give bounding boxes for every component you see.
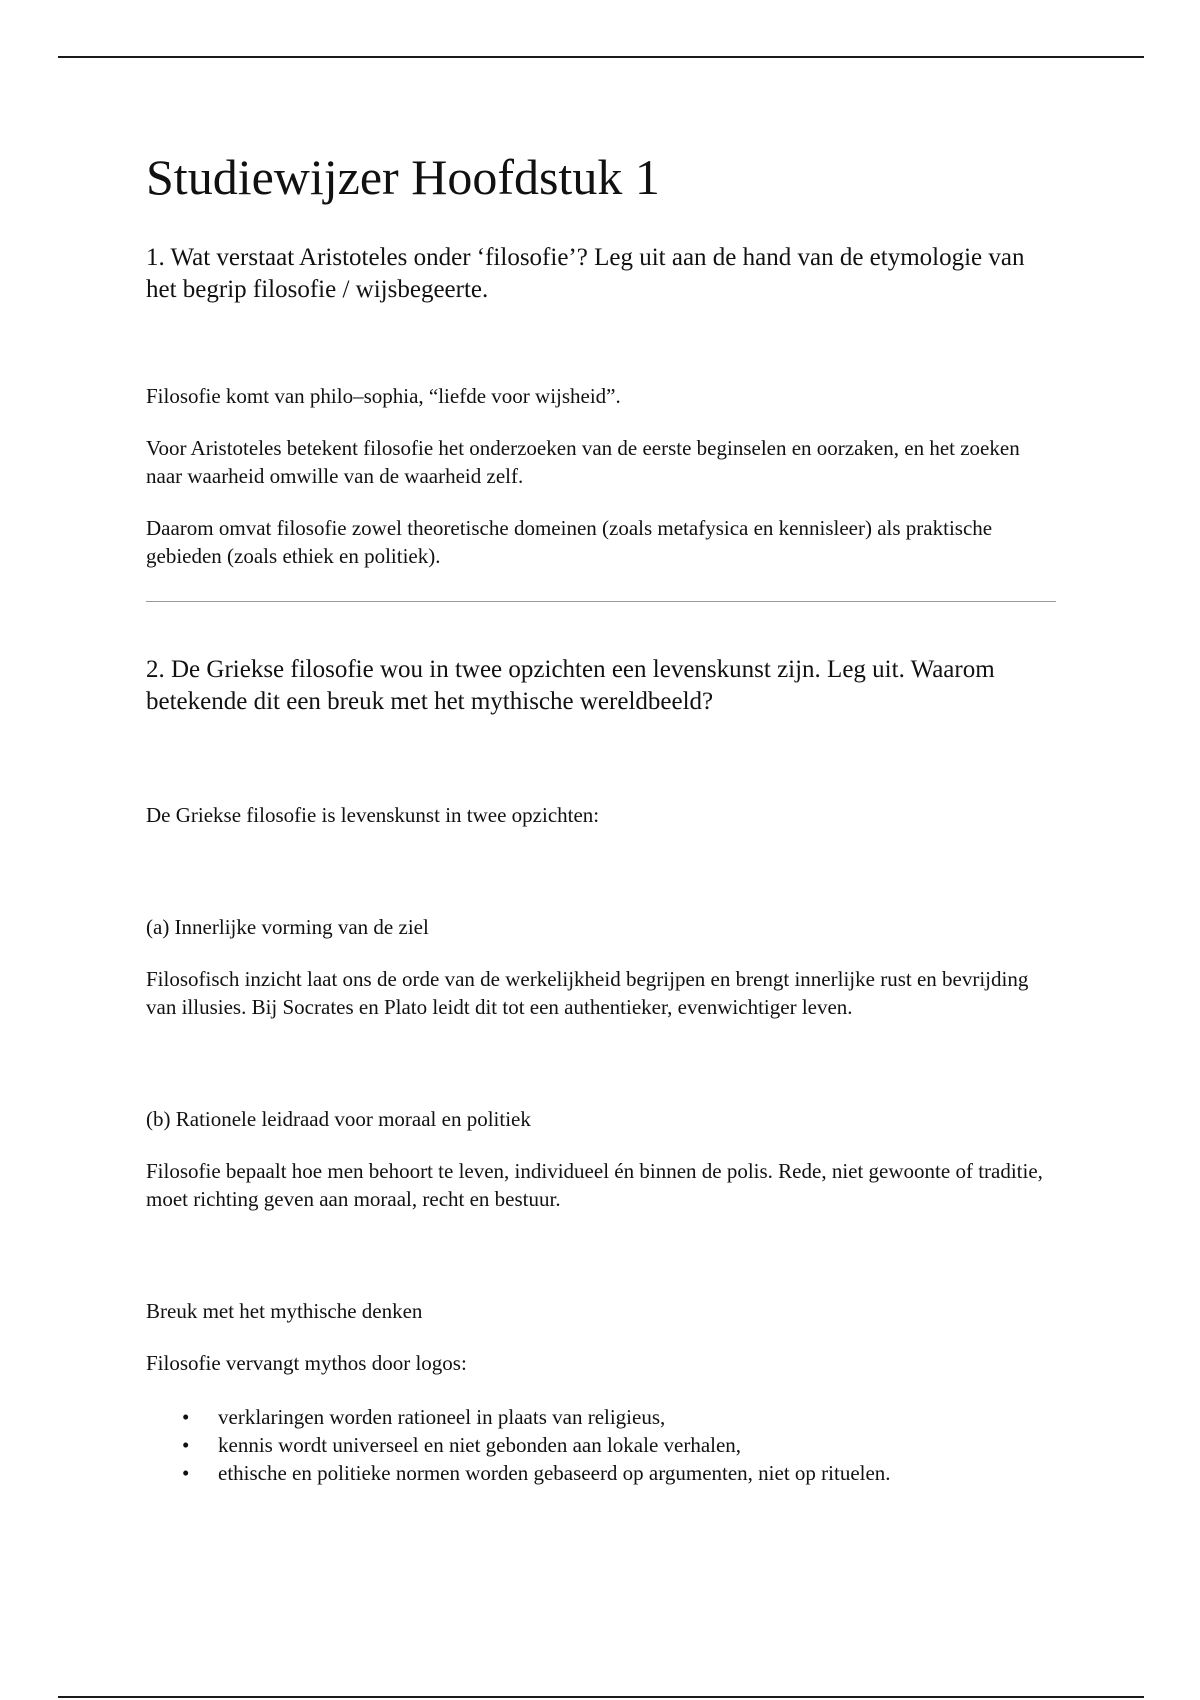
answer-2-text-a: Filosofisch inzicht laat ons de orde van de werkelijkheid begrijpen en brengt innerlijke rust en bevrijding van illusies. Bij Socrates en Plato leidt dit tot een authentieker, evenwichtiger leven.	[146, 967, 1029, 1019]
section-divider	[146, 601, 1056, 602]
answer-2-intro: De Griekse filosofie is levenskunst in twee opzichten:	[146, 803, 600, 827]
bullet-icon: •	[182, 1405, 190, 1429]
answer-2-break-intro: Filosofie vervangt mythos door logos:	[146, 1351, 467, 1375]
list-item-text: verklaringen worden rationeel in plaats van religieus,	[218, 1405, 666, 1429]
answer-2-subheading-b: (b) Rationele leidraad voor moraal en politiek	[146, 1107, 531, 1131]
question-1: 1. Wat verstaat Aristoteles onder ‘filosofie’? Leg uit aan de hand van de etymologie van het begrip filosofie / wijsbegeerte.	[146, 244, 1025, 303]
bullet-icon: •	[182, 1461, 190, 1485]
document-body	[146, 146, 1056, 1487]
list-item	[182, 1431, 1056, 1459]
question-2: 2. De Griekse filosofie wou in twee opzichten een levenskunst zijn. Leg uit. Waarom betekende dit een breuk met het mythische wereldbeeld?	[146, 656, 995, 715]
answer-2-text-b: Filosofie bepaalt hoe men behoort te leven, individueel én binnen de polis. Rede, niet gewoonte of traditie, moet richting geven aan moraal, recht en bestuur.	[146, 1159, 1043, 1211]
answer-1-paragraph-1: Filosofie komt van philo–sophia, “liefde voor wijsheid”.	[146, 384, 621, 408]
list-item-text: ethische en politieke normen worden gebaseerd op argumenten, niet op rituelen.	[218, 1461, 891, 1485]
bullet-list	[146, 1403, 1056, 1487]
answer-2-break-heading: Breuk met het mythische denken	[146, 1299, 423, 1323]
document-title: Studiewijzer Hoofdstuk 1	[146, 149, 660, 205]
list-item	[182, 1459, 1056, 1487]
answer-2-subheading-a: (a) Innerlijke vorming van de ziel	[146, 915, 429, 939]
page-bottom-rule	[58, 1696, 1144, 1698]
answer-1-paragraph-3: Daarom omvat filosofie zowel theoretische domeinen (zoals metafysica en kennisleer) als praktische gebieden (zoals ethiek en politiek).	[146, 516, 993, 568]
list-item-text: kennis wordt universeel en niet gebonden aan lokale verhalen,	[218, 1433, 742, 1457]
answer-1-paragraph-2: Voor Aristoteles betekent filosofie het onderzoeken van de eerste beginselen en oorzaken, en het zoeken naar waarheid omwille van de waarheid zelf.	[146, 436, 1020, 488]
list-item	[182, 1403, 1056, 1431]
page-top-rule	[58, 56, 1144, 58]
bullet-icon: •	[182, 1433, 190, 1457]
